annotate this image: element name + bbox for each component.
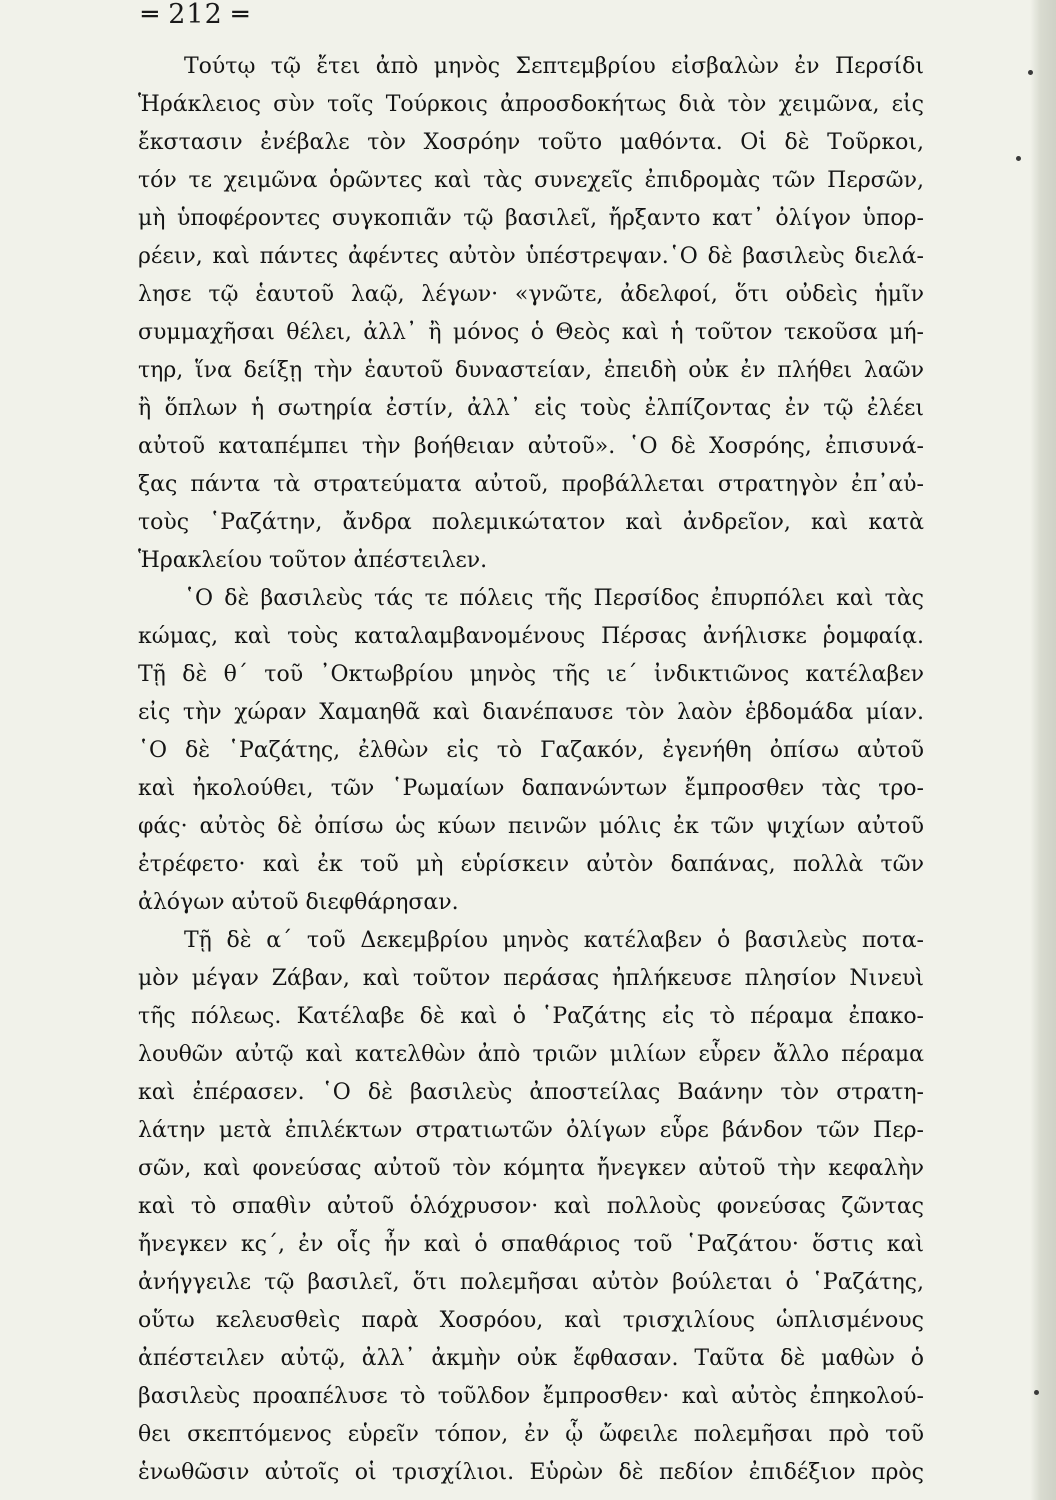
text-line: συμμαχῆσαι θέλει, ἀλλ᾽ ἢ μόνος ὁ Θεὸς καὶ ἡ τοῦτον τεκοῦσα μή-	[138, 320, 924, 345]
text-line: ρέειν, καὶ πάντες ἀφέντες αὐτὸν ὑπέστρεψαν.῾Ο δὲ βασιλεὺς διελά-	[138, 244, 924, 269]
text-line: λησε τῷ ἑαυτοῦ λαῷ, λέγων· «γνῶτε, ἀδελφοί, ὅτι οὐδεὶς ἡμῖν	[138, 282, 924, 307]
text-line: τηρ, ἵνα δείξῃ τὴν ἑαυτοῦ δυναστείαν, ἐπειδὴ οὐκ ἐν πλήθει λαῶν	[138, 358, 924, 383]
text-line: ἤνεγκεν κς´, ἐν οἷς ἦν καὶ ὁ σπαθάριος τοῦ ῾Ραζάτου· ὅστις καὶ	[138, 1232, 924, 1257]
text-line: Τῇ δὲ α´ τοῦ Δεκεμβρίου μηνὸς κατέλαβεν ὁ βασιλεὺς ποτα-	[184, 928, 924, 953]
text-line: Ἡράκλειος σὺν τοῖς Τούρκοις ἀπροσδοκήτως διὰ τὸν χειμῶνα, εἰς	[138, 92, 924, 117]
text-line: θει σκεπτόμενος εὑρεῖν τόπον, ἐν ᾧ ὤφειλε πολεμῆσαι πρὸ τοῦ	[138, 1422, 924, 1447]
text-line: λάτην μετὰ ἐπιλέκτων στρατιωτῶν ὀλίγων εὗρε βάνδον τῶν Περ-	[138, 1118, 924, 1143]
text-line: ἐτρέφετο· καὶ ἐκ τοῦ μὴ εὑρίσκειν αὐτὸν δαπάνας, πολλὰ τῶν	[138, 852, 924, 877]
text-line: ῾Ο δὲ βασιλεὺς τάς τε πόλεις τῆς Περσίδος ἐπυρπόλει καὶ τὰς	[184, 586, 924, 611]
text-line: κώμας, καὶ τοὺς καταλαμβανομένους Πέρσας ἀνήλισκε ῥομφαίᾳ.	[138, 624, 924, 649]
text-line: ἀπέστειλεν αὐτῷ, ἀλλ᾽ ἀκμὴν οὐκ ἔφθασαν. Ταῦτα δὲ μαθὼν ὁ	[138, 1346, 924, 1371]
margin-speck	[1034, 1390, 1039, 1395]
text-line: βασιλεὺς προαπέλυσε τὸ τοῦλδον ἔμπροσθεν· καὶ αὐτὸς ἐπηκολού-	[138, 1384, 924, 1409]
text-line: σῶν, καὶ φονεύσας αὐτοῦ τὸν κόμητα ἤνεγκεν αὐτοῦ τὴν κεφαλὴν	[138, 1156, 924, 1181]
body-text	[138, 48, 924, 1492]
margin-speck	[1028, 70, 1033, 75]
text-line: Τούτῳ τῷ ἔτει ἀπὸ μηνὸς Σεπτεμβρίου εἰσβαλὼν ἐν Περσίδι	[184, 54, 924, 79]
text-line: Ἡρακλείου τοῦτον ἀπέστειλεν.	[138, 548, 488, 573]
text-line: φάς· αὐτὸς δὲ ὀπίσω ὡς κύων πεινῶν μόλις ἐκ τῶν ψιχίων αὐτοῦ	[138, 814, 924, 839]
decorative-double-bar-left: ═	[142, 0, 159, 30]
text-line: τῆς πόλεως. Κατέλαβε δὲ καὶ ὁ ῾Ραζάτης εἰς τὸ πέραμα ἐπακο-	[138, 1004, 924, 1029]
text-line: καὶ τὸ σπαθὶν αὐτοῦ ὁλόχρυσον· καὶ πολλοὺς φονεύσας ζῶντας	[138, 1194, 924, 1219]
text-line: ἢ ὅπλων ἡ σωτηρία ἐστίν, ἀλλ᾽ εἰς τοὺς ἐλπίζοντας ἐν τῷ ἐλέει	[138, 396, 924, 421]
text-line: ῾Ο δὲ ῾Ραζάτης, ἐλθὼν εἰς τὸ Γαζακόν, ἐγενήθη ὀπίσω αὐτοῦ	[138, 738, 924, 763]
text-line: ἀνήγγειλε τῷ βασιλεῖ, ὅτι πολεμῆσαι αὐτὸν βούλεται ὁ ῾Ραζάτης,	[138, 1270, 924, 1295]
text-line: αὐτοῦ καταπέμπει τὴν βοήθειαν αὐτοῦ». ῾Ο δὲ Χοσρόης, ἐπισυνά-	[138, 434, 924, 459]
text-line: ἀλόγων αὐτοῦ διεφθάρησαν.	[138, 890, 459, 915]
page-edge-shadow	[1030, 0, 1056, 1500]
page-number: 212	[168, 0, 223, 30]
text-line: ξας πάντα τὰ στρατεύματα αὐτοῦ, προβάλλεται στρατηγὸν ἐπ᾽αὐ-	[138, 472, 924, 497]
text-line: οὕτω κελευσθεὶς παρὰ Χοσρόου, καὶ τρισχιλίους ὡπλισμένους	[138, 1308, 924, 1333]
text-line: λουθῶν αὐτῷ καὶ κατελθὼν ἀπὸ τριῶν μιλίων εὗρεν ἄλλο πέραμα	[138, 1042, 924, 1067]
text-line: ἔκστασιν ἐνέβαλε τὸν Χοσρόην τοῦτο μαθόντα. Οἱ δὲ Τοῦρκοι,	[138, 130, 924, 155]
text-line: ἑνωθῶσιν αὐτοῖς οἱ τρισχίλιοι. Εὑρὼν δὲ πεδίον ἐπιδέξιον πρὸς	[138, 1460, 924, 1485]
text-line: εἰς τὴν χώραν Χαμαηθᾶ καὶ διανέπαυσε τὸν λαὸν ἑβδομάδα μίαν.	[138, 700, 924, 725]
page-number-header	[142, 0, 249, 30]
text-line: μὴ ὑποφέροντες συγκοπιᾶν τῷ βασιλεῖ, ἤρξαντο κατ᾽ ὀλίγον ὑπορ-	[138, 206, 924, 231]
decorative-double-bar-right: ═	[232, 0, 250, 30]
margin-speck	[1016, 156, 1021, 161]
text-line: τόν τε χειμῶνα ὁρῶντες καὶ τὰς συνεχεῖς ἐπιδρομὰς τῶν Περσῶν,	[138, 168, 924, 193]
text-line: μὸν μέγαν Ζάβαν, καὶ τοῦτον περάσας ἠπλήκευσε πλησίον Νινευὶ	[138, 966, 924, 991]
text-line: καὶ ἠκολούθει, τῶν ῾Ρωμαίων δαπανώντων ἔμπροσθεν τὰς τρο-	[138, 776, 924, 801]
text-line: καὶ ἐπέρασεν. ῾Ο δὲ βασιλεὺς ἀποστείλας Βαάνην τὸν στρατη-	[138, 1080, 924, 1105]
text-line: τοὺς ῾Ραζάτην, ἄνδρα πολεμικώτατον καὶ ἀνδρεῖον, καὶ κατὰ	[138, 510, 924, 535]
text-line: Τῇ δὲ θ´ τοῦ ᾽Οκτωβρίου μηνὸς τῆς ιε´ ἰνδικτιῶνος κατέλαβεν	[138, 662, 924, 687]
